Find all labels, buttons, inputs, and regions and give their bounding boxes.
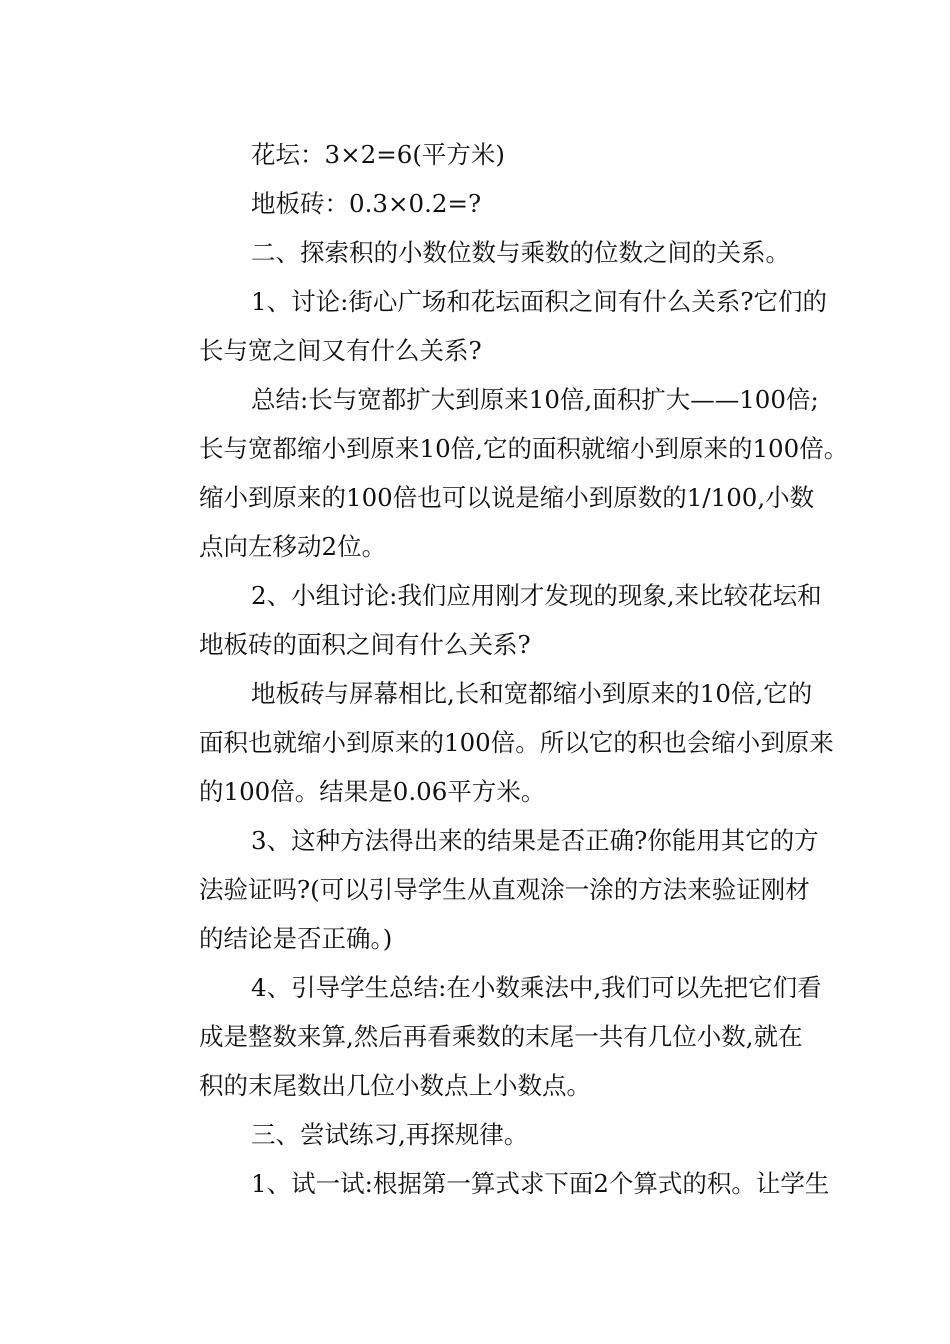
- text-line: 二、探索积的小数位数与乘数的位数之间的关系。: [251, 238, 790, 267]
- text-line: 成是整数来算,然后再看乘数的末尾一共有几位小数,就在: [199, 1022, 803, 1051]
- text-line: 总结:长与宽都扩大到原来10倍,面积扩大——100倍;: [251, 385, 819, 414]
- text-line: 1、讨论:街心广场和花坛面积之间有什么关系?它们的: [251, 287, 827, 316]
- text-line: 面积也就缩小到原来的100倍。所以它的积也会缩小到原来: [199, 728, 834, 757]
- text-line: 长与宽都缩小到原来10倍,它的面积就缩小到原来的100倍。: [199, 434, 849, 463]
- text-line: 的100倍。结果是0.06平方米。: [199, 777, 546, 806]
- text-line: 地板砖：0.3×0.2=?: [251, 189, 482, 218]
- text-line: 地板砖与屏幕相比,长和宽都缩小到原来的10倍,它的: [251, 679, 813, 708]
- text-line: 地板砖的面积之间有什么关系?: [199, 630, 531, 659]
- paragraph-tile-area: [147, 179, 827, 228]
- text-line: 3、这种方法得出来的结果是否正确?你能用其它的方: [251, 826, 819, 855]
- text-line: 法验证吗?(可以引导学生从直观涂一涂的方法来验证刚材: [199, 875, 810, 904]
- text-line: 2、小组讨论:我们应用刚才发现的现象,来比较花坛和: [251, 581, 822, 610]
- paragraph-summary: [147, 375, 849, 571]
- paragraph-discussion-1: [147, 277, 827, 375]
- text-line: 积的末尾数出几位小数点上小数点。: [199, 1071, 591, 1100]
- text-line: 点向左移动2位。: [199, 532, 387, 561]
- text-line: 的结论是否正确。): [199, 924, 393, 953]
- document-body: [147, 130, 849, 1208]
- text-line: 花坛：3×2=6(平方米): [251, 140, 505, 169]
- paragraph-tile-comparison: [147, 669, 834, 816]
- section-heading-explore: [147, 228, 827, 277]
- paragraph-group-discussion: [147, 571, 827, 669]
- text-line: 4、引导学生总结:在小数乘法中,我们可以先把它们看: [251, 973, 822, 1002]
- text-line: 长与宽之间又有什么关系?: [199, 336, 482, 365]
- paragraph-flowerbed-area: [147, 130, 827, 179]
- text-line: 1、试一试:根据第一算式求下面2个算式的积。让学生: [251, 1169, 830, 1198]
- paragraph-conclusion: [147, 963, 827, 1110]
- text-line: 三、尝试练习,再探规律。: [251, 1120, 529, 1149]
- section-heading-practice: [147, 1110, 827, 1159]
- paragraph-try-it: [147, 1159, 830, 1208]
- paragraph-verification: [147, 816, 827, 963]
- text-line: 缩小到原来的100倍也可以说是缩小到原数的1/100,小数: [199, 483, 815, 512]
